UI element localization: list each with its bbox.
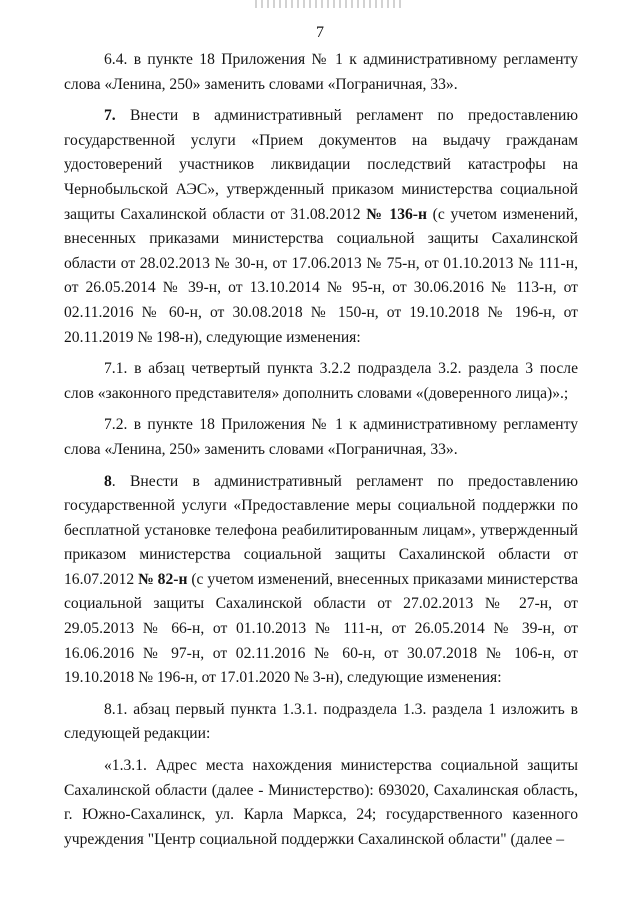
text-run: 8.1. абзац первый пункта 1.3.1. подраздела 1.3. раздела 1 изложить в следующей редакции: [64, 700, 578, 743]
bold-text: № 136-н [366, 205, 427, 223]
paragraph [64, 754, 578, 852]
document-body [64, 48, 578, 852]
text-run: 7.1. в абзац четвертый пункта 3.2.2 подраздела 3.2. раздела 3 после слов «законного представителя» дополнить словами «(доверенного лица)».; [64, 360, 578, 402]
text-run: (с учетом изменений, внесенных приказами министерства социальной защиты Сахалинской области от 27.02.2013 № 27-н, от 29.05.2013 № 66-н, от 01.10.2013 № 111-н, от 26.05.2014 № 39-н, от 16.06.2016 № 97-н, от 02.11.2016 № 60-н, от 30.07.2018 № 106-н, от 19.10.2018 № 196-н, от 17.01.2020 № 3-н), следующие изменения: [64, 570, 579, 687]
paragraph [64, 413, 578, 462]
text-run: 6.4. в пункте 18 Приложения № 1 к административному регламенту слова «Ленина, 250» заменить словами «Пограничная, 33». [64, 51, 578, 93]
text-run: «1.3.1. Адрес места нахождения министерства социальной защиты Сахалинской области (далее - Министерство): 693020, Сахалинская область, г. Южно-Сахалинск, ул. Карла Маркса, 24; государственного казенного учреждения "Центр социальной поддержки Сахалинской области" (далее – [64, 757, 578, 848]
text-run: 7.2. в пункте 18 Приложения № 1 к административному регламенту слова «Ленина, 250» заменить словами «Пограничная, 33». [64, 416, 578, 458]
bold-text: 7. [104, 107, 116, 125]
paragraph [64, 357, 578, 406]
paragraph [64, 470, 578, 691]
paragraph [64, 48, 578, 97]
scan-artifact [255, 0, 405, 8]
page-number: 7 [316, 24, 324, 41]
paragraph [64, 698, 578, 747]
bold-text: 8 [104, 472, 112, 490]
text-run: Внести в административный регламент по предоставлению государственной услуги «Прием документов на выдачу гражданам удостоверений участников ликвидации последствий катастрофы на Чернобыльской АЭС», утвержденный приказом министерства социальной защиты Сахалинской области от 31.08.2012 [64, 107, 578, 223]
text-run: . Внести в административный регламент по предоставлению государственной услуги «Предоставление меры социальной поддержки по бесплатной установке телефона реабилитированным лицам», утвержденный приказом министерства социальной защиты Сахалинской области от 16.07.2012 [64, 472, 578, 588]
paragraph [64, 104, 578, 350]
bold-text: № 82-н [138, 570, 188, 588]
text-run: (с учетом изменений, внесенных приказами министерства социальной защиты Сахалинской области от 28.02.2013 № 30-н, от 17.06.2013 № 75-н, от 01.10.2013 № 111-н, от 26.05.2014 № 39-н, от 13.10.2014 № 95-н, от 30.06.2016 № 113-н, от 02.11.2016 № 60-н, от 30.08.2018 № 150-н, от 19.10.2018 № 196-н, от 20.11.2019 № 198-н), следующие изменения: [64, 205, 579, 346]
